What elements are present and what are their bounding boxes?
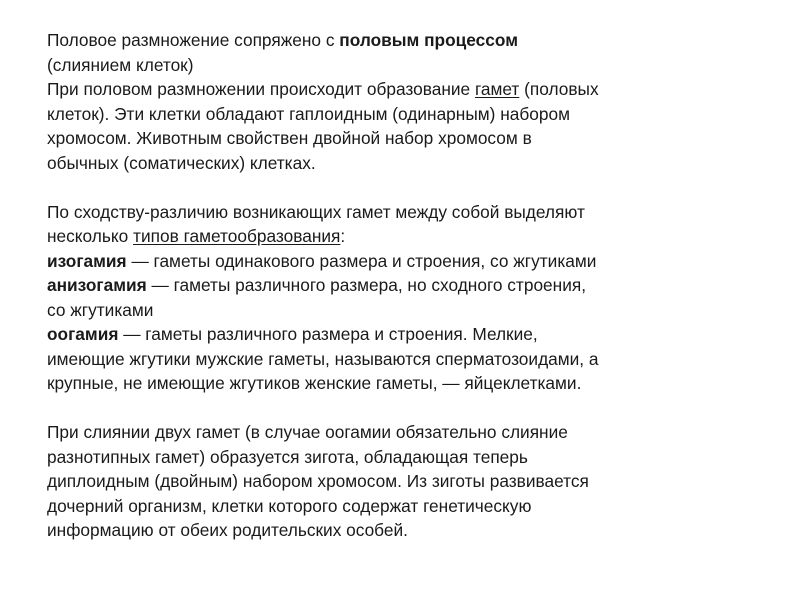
link-gametogenesis-types[interactable]: типов гаметообразования bbox=[133, 226, 341, 246]
text-line: крупные, не имеющие жгутиков женские гаметы, — яйцеклетками. bbox=[47, 373, 582, 393]
text-line bbox=[47, 77, 767, 102]
text-fragment: (половых bbox=[519, 79, 599, 99]
text-line bbox=[47, 224, 767, 249]
text-fragment: При половом размножении происходит образование bbox=[47, 79, 475, 99]
text-fragment: — гаметы одинакового размера и строения, со жгутиками bbox=[126, 250, 597, 271]
text-line: диплоидным (двойным) набором хромосом. Из зиготы развивается bbox=[47, 471, 589, 491]
text-line: дочерний организм, клетки которого содержат генетическую bbox=[47, 495, 532, 516]
text-fragment: — гаметы различного размера и строения. Мелкие, bbox=[118, 324, 538, 344]
text-line: (слиянием клеток) bbox=[47, 54, 194, 75]
paragraph-gap bbox=[47, 175, 767, 200]
link-gametes[interactable]: гамет bbox=[474, 79, 520, 99]
text-fragment: : bbox=[340, 226, 346, 246]
slide-text bbox=[47, 28, 767, 543]
text-line bbox=[47, 28, 767, 53]
text-fragment: — гаметы различного размера, но сходного строения, bbox=[146, 275, 587, 295]
paragraph-gap bbox=[47, 396, 767, 421]
text-line: имеющие жгутики мужские гаметы, называются сперматозоидами, а bbox=[47, 348, 599, 369]
text-line: При слиянии двух гамет (в случае оогамии обязательно слияние bbox=[47, 422, 568, 442]
text-line bbox=[47, 273, 767, 298]
bold-term-sexual-process: половым процессом bbox=[339, 30, 519, 50]
bold-term-isogamy: изогамия bbox=[47, 250, 127, 271]
text-line: клеток). Эти клетки обладают гаплоидным (одинарным) набором bbox=[47, 103, 570, 124]
bold-term-oogamy: оогамия bbox=[47, 324, 119, 344]
text-line bbox=[47, 249, 767, 274]
text-fragment: несколько bbox=[47, 226, 134, 246]
text-line: разнотипных гамет) образуется зигота, обладающая теперь bbox=[47, 446, 528, 467]
text-line bbox=[47, 322, 767, 347]
text-line: хромосом. Животным свойствен двойной набор хромосом в bbox=[47, 128, 532, 148]
text-fragment: Половое размножение сопряжено с bbox=[47, 30, 340, 50]
text-line: информацию от обеих родительских особей. bbox=[47, 520, 408, 540]
text-line: со жгутиками bbox=[47, 299, 154, 320]
bold-term-anisogamy: анизогамия bbox=[47, 275, 147, 295]
text-line: По сходству-различию возникающих гамет между собой выделяют bbox=[47, 201, 585, 222]
text-line: обычных (соматических) клетках. bbox=[47, 152, 316, 173]
